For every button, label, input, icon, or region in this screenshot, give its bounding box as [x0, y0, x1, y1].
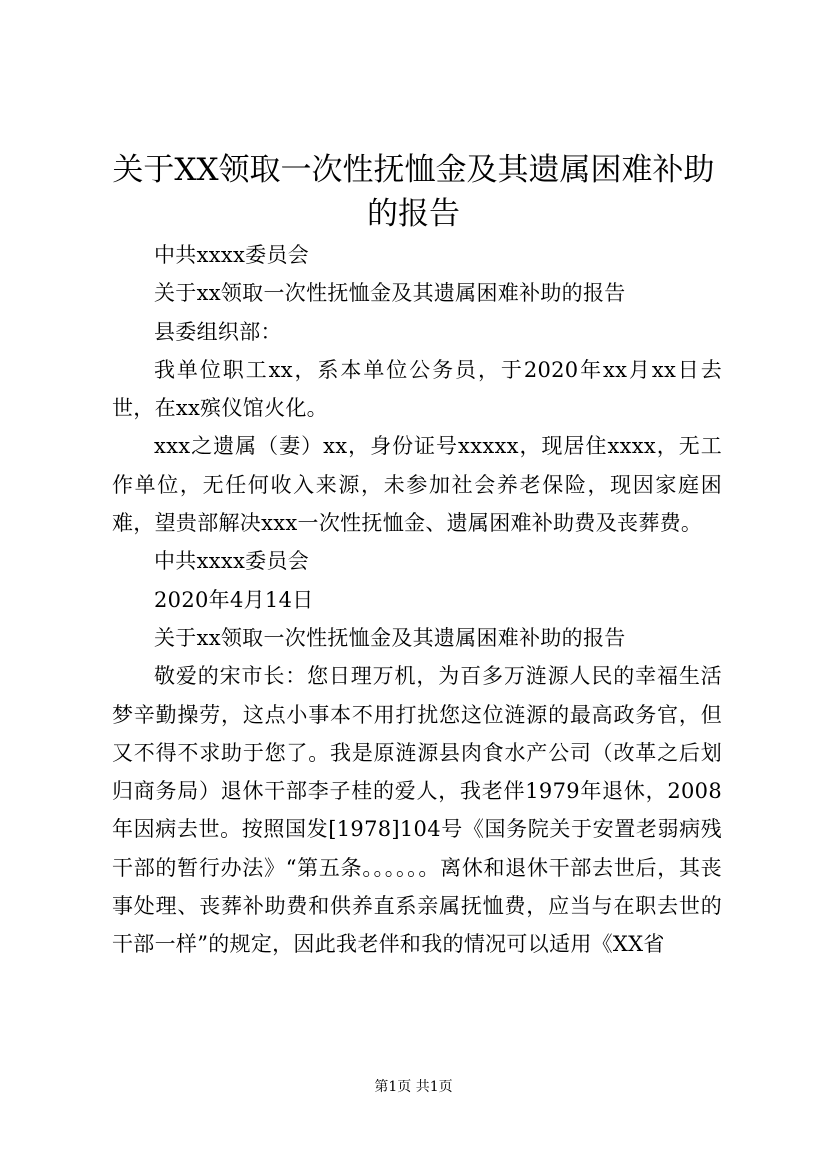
document-body	[112, 236, 722, 964]
paragraph-body: xxx之遗属（妻）xx，身份证号xxxxx，现居住xxxx，无工作单位，无任何收入来源，未参加社会养老保险，现因家庭困难，望贵部解决xxx一次性抚恤金、遗属困难补助费及丧葬费。	[112, 434, 722, 536]
page-footer: 第1页 共1页	[374, 1079, 453, 1095]
paragraph-sender: 中共xxxx委员会	[154, 243, 310, 267]
paragraph-date: 2020年4月14日	[154, 587, 314, 612]
paragraph-signature: 中共xxxx委员会	[154, 549, 310, 574]
paragraph-body: 我单位职工xx，系本单位公务员，于2020年xx月xx日去世，在xx殡仪馆火化。	[112, 357, 722, 421]
paragraph-subject: 关于xx领取一次性抚恤金及其遗属困难补助的报告	[154, 281, 626, 306]
paragraph-subject: 关于xx领取一次性抚恤金及其遗属困难补助的报告	[154, 625, 626, 650]
document-title: 关于XX领取一次性抚恤金及其遗属困难补助的报告	[112, 152, 715, 232]
paragraph-letter-body: 敬爱的宋市长：您日理万机，为百多万涟源人民的幸福生活梦辛勤操劳，这点小事本不用打扰您这位涟源的最高政务官，但又不得不求助于您了。我是原涟源县肉食水产公司（改革之后划归商务局）退休干部李子桂的爱人，我老伴1979年退休，2008年因病去世。按照国发[1978]104号《国务院关于安置老弱病残干部的暂行办法》“第五条。。。。。。离休和退休干部去世后，其丧事处理、丧葬补助费和供养直系亲属抚恤费，应当与在职去世的干部一样”的规定，因此我老伴和我的情况可以适用《XX省	[112, 664, 722, 957]
paragraph-recipient: 县委组织部：	[154, 319, 282, 344]
